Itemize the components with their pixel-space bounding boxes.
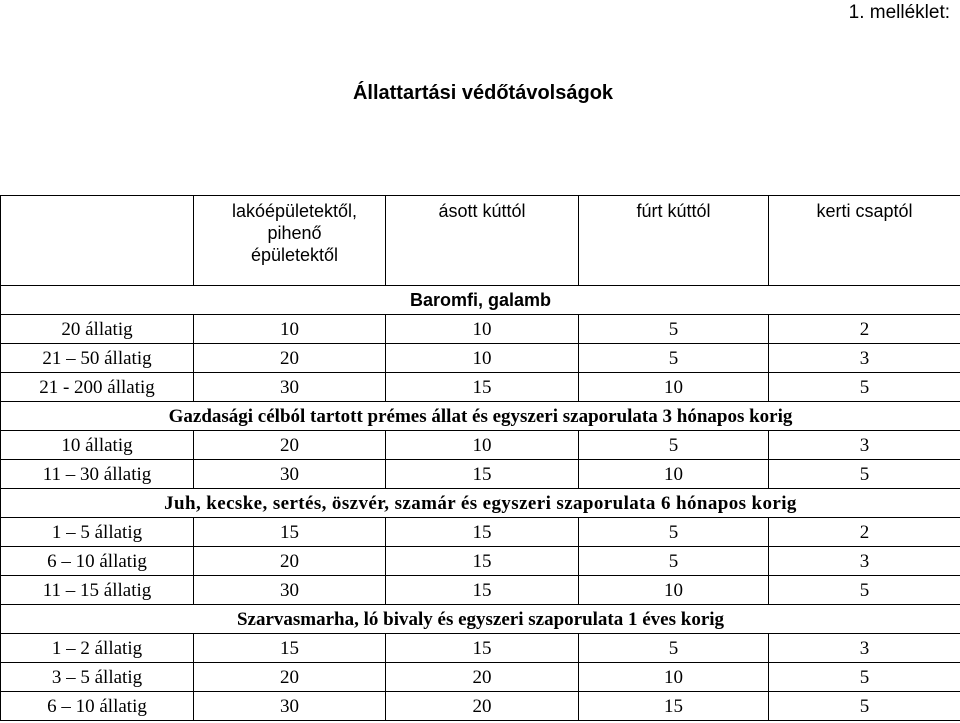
cell-residential: 30: [194, 692, 386, 721]
header-residential-line2: pihenő: [267, 223, 322, 243]
header-garden-tap: kerti csaptól: [769, 196, 960, 286]
section-heading: Szarvasmarha, ló bivaly és egyszeri szaporulata 1 éves korig: [1, 605, 960, 634]
distance-table: [0, 195, 960, 721]
cell-dug-well: 15: [386, 634, 579, 663]
table-row: [1, 344, 960, 373]
row-label: 1 – 5 állatig: [1, 518, 194, 547]
section-heading: Baromfi, galamb: [1, 286, 960, 315]
cell-residential: 30: [194, 373, 386, 402]
header-drilled-well: fúrt kúttól: [579, 196, 769, 286]
header-residential: [194, 196, 386, 286]
row-label: 21 – 50 állatig: [1, 344, 194, 373]
cell-drilled-well: 10: [579, 663, 769, 692]
cell-drilled-well: 5: [579, 431, 769, 460]
table-row: [1, 663, 960, 692]
row-label: 3 – 5 állatig: [1, 663, 194, 692]
row-label: 6 – 10 állatig: [1, 692, 194, 721]
row-label: 20 állatig: [1, 315, 194, 344]
cell-residential: 20: [194, 547, 386, 576]
table-row: [1, 373, 960, 402]
row-label: 6 – 10 állatig: [1, 547, 194, 576]
table-row: [1, 315, 960, 344]
cell-drilled-well: 5: [579, 315, 769, 344]
cell-drilled-well: 10: [579, 373, 769, 402]
annex-label: 1. melléklet:: [848, 2, 950, 23]
row-label: 10 állatig: [1, 431, 194, 460]
cell-residential: 30: [194, 576, 386, 605]
cell-dug-well: 15: [386, 518, 579, 547]
cell-drilled-well: 10: [579, 576, 769, 605]
cell-drilled-well: 10: [579, 460, 769, 489]
table-row: [1, 460, 960, 489]
cell-dug-well: 15: [386, 547, 579, 576]
table-row: [1, 692, 960, 721]
cell-garden-tap: 5: [769, 373, 960, 402]
cell-dug-well: 10: [386, 431, 579, 460]
table-row: [1, 431, 960, 460]
row-label: 11 – 30 állatig: [1, 460, 194, 489]
cell-drilled-well: 15: [579, 692, 769, 721]
table-row: [1, 576, 960, 605]
table-row: [1, 518, 960, 547]
cell-residential: 15: [194, 518, 386, 547]
cell-drilled-well: 5: [579, 634, 769, 663]
row-label: 11 – 15 állatig: [1, 576, 194, 605]
cell-dug-well: 20: [386, 663, 579, 692]
cell-garden-tap: 5: [769, 663, 960, 692]
cell-dug-well: 10: [386, 344, 579, 373]
section-heading-row: [1, 402, 960, 431]
cell-drilled-well: 5: [579, 344, 769, 373]
cell-garden-tap: 3: [769, 344, 960, 373]
cell-garden-tap: 2: [769, 315, 960, 344]
section-heading: Juh, kecske, sertés, öszvér, szamár és egyszeri szaporulata 6 hónapos korig: [1, 489, 960, 518]
cell-dug-well: 15: [386, 460, 579, 489]
cell-garden-tap: 3: [769, 634, 960, 663]
cell-residential: 20: [194, 663, 386, 692]
cell-garden-tap: 3: [769, 547, 960, 576]
cell-dug-well: 15: [386, 576, 579, 605]
cell-residential: 30: [194, 460, 386, 489]
cell-dug-well: 15: [386, 373, 579, 402]
header-corner-cell: [1, 196, 194, 286]
header-residential-line3: épületektől: [250, 245, 339, 265]
table-row: [1, 547, 960, 576]
row-label: 1 – 2 állatig: [1, 634, 194, 663]
cell-garden-tap: 3: [769, 431, 960, 460]
cell-residential: 20: [194, 431, 386, 460]
cell-drilled-well: 5: [579, 518, 769, 547]
section-heading-row: [1, 605, 960, 634]
section-heading-row: [1, 489, 960, 518]
cell-garden-tap: 5: [769, 576, 960, 605]
table-header-row: [1, 196, 960, 286]
cell-dug-well: 10: [386, 315, 579, 344]
header-residential-line1: lakóépületektől,: [231, 201, 358, 221]
header-dug-well: ásott kúttól: [386, 196, 579, 286]
cell-drilled-well: 5: [579, 547, 769, 576]
page-title: Állattartási védőtávolságok: [352, 82, 614, 104]
section-heading: Gazdasági célból tartott prémes állat és egyszeri szaporulata 3 hónapos korig: [1, 402, 960, 431]
cell-garden-tap: 5: [769, 460, 960, 489]
section-heading-row: [1, 286, 960, 315]
cell-garden-tap: 2: [769, 518, 960, 547]
row-label: 21 - 200 állatig: [1, 373, 194, 402]
table-row: [1, 634, 960, 663]
cell-dug-well: 20: [386, 692, 579, 721]
cell-garden-tap: 5: [769, 692, 960, 721]
cell-residential: 15: [194, 634, 386, 663]
cell-residential: 10: [194, 315, 386, 344]
cell-residential: 20: [194, 344, 386, 373]
